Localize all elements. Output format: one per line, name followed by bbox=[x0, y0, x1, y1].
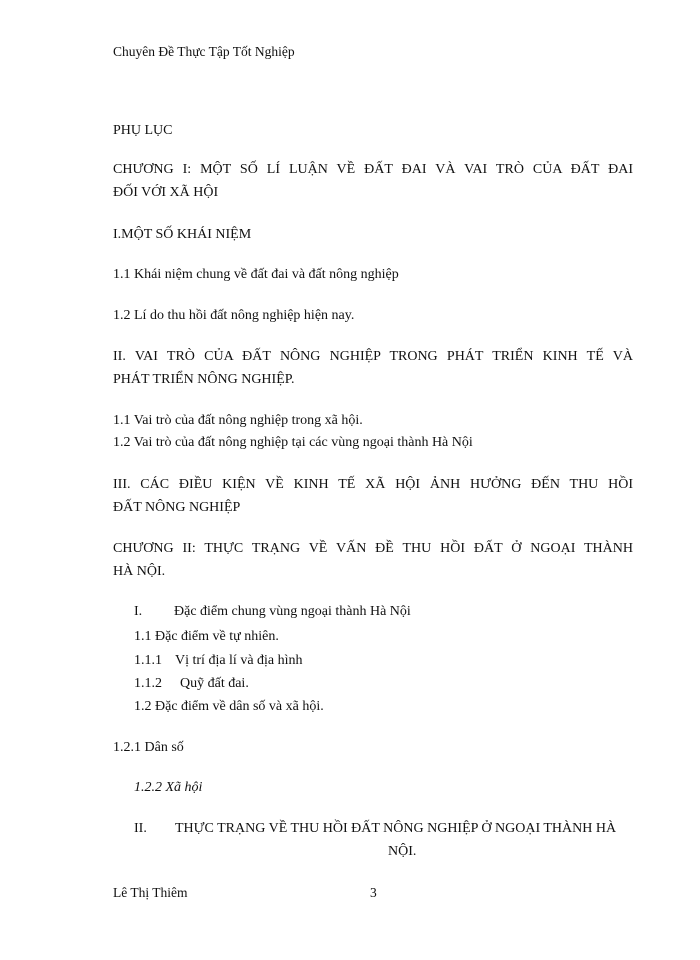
toc-item-2-1-2: 1.2 Vai trò của đất nông nghiệp tại các vùng ngoại thành Hà Nội bbox=[113, 435, 473, 450]
chapter-2-title-line1: CHƯƠNG II: THỰC TRẠNG VỀ VẤN ĐỀ THU HỒI ĐẤT Ở NGOẠI THÀNH bbox=[113, 541, 633, 556]
section-2-heading-line2: PHÁT TRIỂN NÔNG NGHIỆP. bbox=[113, 372, 295, 387]
toc-item-1-1: 1.1 Khái niệm chung về đất đai và đất nông nghiệp bbox=[113, 267, 399, 282]
chapter-2-title-line2: HÀ NỘI. bbox=[113, 564, 166, 579]
section-3-heading-line2: ĐẤT NÔNG NGHIỆP bbox=[113, 500, 241, 515]
chapter-2-item-I-text: Đặc điểm chung vùng ngoại thành Hà Nội bbox=[174, 604, 411, 619]
footer-page-number: 3 bbox=[370, 885, 377, 900]
chapter-2-item-I-number: I. bbox=[134, 604, 143, 619]
chapter-2-item-1-2-1: 1.2.1 Dân số bbox=[113, 740, 184, 755]
footer-author: Lê Thị Thiêm bbox=[113, 885, 188, 900]
chapter-1-title-line1: CHƯƠNG I: MỘT SỐ LÍ LUẬN VỀ ĐẤT ĐAI VÀ VAI TRÒ CỦA ĐẤT ĐAI bbox=[113, 162, 633, 177]
page-header: Chuyên Đề Thực Tập Tốt Nghiệp bbox=[113, 44, 295, 59]
section-1-heading: I.MỘT SỐ KHÁI NIỆM bbox=[113, 227, 252, 242]
chapter-2-item-II-line1: THỰC TRẠNG VỀ THU HỒI ĐẤT NÔNG NGHIỆP Ở NGOẠI THÀNH HÀ bbox=[175, 821, 617, 836]
section-2-heading-line1: II. VAI TRÒ CỦA ĐẤT NÔNG NGHIỆP TRONG PHÁT TRIỂN KINH TẾ VÀ bbox=[113, 349, 633, 364]
section-3-heading-line1: III. CÁC ĐIỀU KIỆN VỀ KINH TẾ XÃ HỘI ẢNH HƯỞNG ĐẾN THU HỒI bbox=[113, 477, 633, 492]
toc-item-1-2: 1.2 Lí do thu hồi đất nông nghiệp hiện nay. bbox=[113, 308, 355, 323]
chapter-2-item-1-1-1-text: Vị trí địa lí và địa hình bbox=[175, 653, 303, 668]
chapter-2-item-II-number: II. bbox=[134, 821, 147, 836]
chapter-2-item-1-1-2-text: Quỹ đất đai. bbox=[180, 676, 249, 691]
chapter-2-item-1-2: 1.2 Đặc điểm về dân số và xã hội. bbox=[134, 699, 324, 714]
chapter-1-title-line2: ĐỐI VỚI XÃ HỘI bbox=[113, 185, 219, 200]
chapter-2-item-1-1-2-number: 1.1.2 bbox=[134, 676, 162, 691]
toc-item-2-1-1: 1.1 Vai trò của đất nông nghiệp trong xã hội. bbox=[113, 413, 363, 428]
chapter-2-item-1-2-2: 1.2.2 Xã hội bbox=[134, 780, 203, 795]
chapter-2-item-II-line2: NỘI. bbox=[388, 844, 417, 859]
appendix-title: PHỤ LỤC bbox=[113, 123, 173, 138]
chapter-2-item-1-1-1-number: 1.1.1 bbox=[134, 653, 162, 668]
chapter-2-item-1-1: 1.1 Đặc điểm về tự nhiên. bbox=[134, 629, 279, 644]
